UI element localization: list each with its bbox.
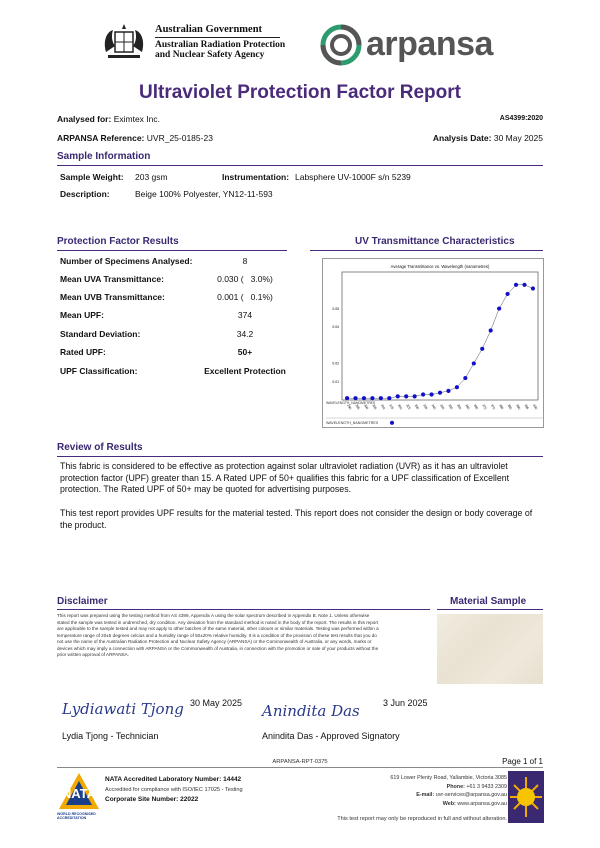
reference-value: UVR_25-0185-23 [146,133,213,143]
agency-line-2: and Nuclear Safety Agency [155,50,265,60]
chart-point [387,396,391,400]
result-value: 34.2 [236,329,254,339]
chart-legend-label: WAVELENGTH_NANOMETRES [326,421,379,425]
chart-point [413,394,417,398]
reference-label: ARPANSA Reference: [57,133,145,143]
uv-chart-svg [322,258,544,428]
result-label: Number of Specimens Analysed: [60,256,193,266]
nata-corporate-site: Corporate Site Number: 22022 [105,796,199,803]
chart-point [455,385,459,389]
phone-label: Phone: [446,783,465,790]
signatory-signature: Anindita Das [262,702,360,720]
disclaimer-text: This report was prepared using the testing method from AS 4399, Appendix A using the solar spectrum described in Appendix B. Note 1. Unless otherwise stated the sample was tested in undrenched, dry condition. Any deviation from the standard method is noted in the body of the report. The results in this report are applicable to the sample tested and may not apply to other batches of the same material, other colours or similar materials. Testing was performed within a temperature range of 20±5 degrees celcius and a humidity range of 50±20% relative humidity. It is a condition of the provision of these test results that you do not use the name of the Australian Radiation Protection and Nuclear Safety Agency (ARPANSA) or the Commonwealth of Australia, or any words, marks or devices which may imply a connection with ARPANSA or the Commonwealth of Australia, in connection with the promotion or sale of your products without the prior written approval of ARPANSA. [57,613,379,657]
chart-point [497,306,501,310]
chart-point [370,396,374,400]
web-label: Web: [442,800,456,807]
page-title: Ultraviolet Protection Factor Report [139,82,461,103]
chart-title: Average Transmittance vs. Wavelength (nanometres) [390,264,490,269]
chart-y-tick: 0.05 [332,306,339,311]
instrumentation-label: Instrumentation: [222,172,290,182]
chart-x-tick: 360 [464,403,471,411]
chart-point [404,394,408,398]
email-link[interactable]: uvr-services@arpansa.gov.au [435,792,507,799]
disclaimer-rule [57,609,430,610]
chart-x-tick: 315 [388,403,395,411]
result-label: Rated UPF: [60,347,106,357]
government-crest-icon [98,22,150,64]
chart-x-tick: 340 [430,403,437,411]
page-number: Page 1 of 1 [502,757,543,766]
result-value: 8 [242,256,248,266]
arpansa-logo-icon [318,22,364,68]
footer-rule [57,767,543,768]
chart-y-tick: 0.02 [332,361,339,366]
web-link[interactable]: www.arpansa.gov.au [457,800,507,807]
chart-point [345,396,349,400]
gov-title: Australian Government [155,24,263,35]
chart-x-tick: 350 [447,403,454,411]
chart-x-tick: 370 [481,403,488,411]
analysis-date-label: Analysis Date: [432,133,492,143]
address: 619 Lower Plenty Road, Yallambie, Victoria 3085 [390,775,507,781]
standard-code: AS4399:2020 [499,115,543,122]
sun-seal-icon [508,771,544,823]
chart-x-tick: 345 [439,403,446,411]
chart-x-tick: 365 [472,403,480,411]
material-sample-rule [437,609,543,610]
chart-point [531,286,535,290]
chart-x-tick: 335 [422,403,429,411]
chart-x-tick: 375 [489,403,496,411]
description-label: Description: [60,189,110,199]
technician-name: Lydia Tjong - Technician [62,731,159,741]
chart-x-tick: 390 [515,403,522,411]
result-value: Excellent Protection [204,366,286,376]
chart-point [353,396,357,400]
chart-x-tick: 295 [354,403,361,411]
description-value: Beige 100% Polyester, YN12-11-593 [135,189,273,199]
sample-info-heading: Sample Information [57,151,151,162]
analysed-value: Eximtex Inc. [113,114,160,124]
material-sample-image [437,614,543,684]
chart-point [396,394,400,398]
chart-x-tick: 385 [506,403,513,411]
chart-x-tick: 290 [346,403,353,411]
result-value: 374 [237,310,253,320]
protection-rule [57,250,287,251]
analysis-date-value: 30 May 2025 [493,133,543,143]
result-value: 0.001 ( 0.1%) [217,292,273,302]
agency-line-1: Australian Radiation Protection [155,40,286,50]
nata-accreditation-number: NATA Accredited Laboratory Number: 14442 [105,776,242,783]
chart-point [514,283,518,287]
chart-point [362,396,366,400]
nata-sub-2: ACCREDITATION [57,816,87,821]
result-value: 50+ [237,347,253,357]
chart-x-tick: 330 [413,403,420,411]
technician-sign-date: 30 May 2025 [190,698,243,708]
chart-point [421,392,425,396]
result-label: Mean UVA Transmittance: [60,274,164,284]
chart-x-tick: 320 [396,403,404,411]
chart-x-tick: 395 [523,403,530,411]
chart-legend-marker [390,421,394,425]
disclaimer-heading: Disclaimer [57,596,108,607]
chart-point [472,361,476,365]
nata-compliance: Accredited for compliance with ISO/IEC 17025 - Testing [105,787,243,793]
email-label: E-mail: [416,792,435,799]
document-id: ARPANSA-RPT-0375 [272,759,328,765]
chart-point [522,283,526,287]
result-label: Mean UVB Transmittance: [60,292,165,302]
chart-point [505,292,509,296]
sample-weight-value: 203 gsm [135,172,168,182]
review-paragraph-2: This test report provides UPF results for the material tested. This report does not consider the design or body coverage of the product. [60,508,533,530]
chart-point [438,391,442,395]
chart-point [429,392,433,396]
uv-heading: UV Transmittance Characteristics [355,236,515,247]
sample-weight-label: Sample Weight: [60,172,124,182]
instrumentation-value: Labsphere UV-1000F s/n 5239 [295,172,411,182]
chart-x-tick: 310 [379,403,387,411]
analysed-label: Analysed for: [57,114,112,124]
nata-sub-1: WORLD RECOGNISED [57,812,96,816]
review-heading: Review of Results [57,442,143,453]
chart-x-tick: 380 [498,403,505,411]
phone: +61 3 9433 2309 [466,783,507,790]
chart-x-axis-label: WAVELENGTH_NANOMETRES [326,401,376,405]
chart-x-tick: 400 [532,403,539,411]
result-label: Mean UPF: [60,310,104,320]
review-rule [57,456,543,457]
signatory-name: Anindita Das - Approved Signatory [262,731,400,741]
chart-point [489,328,493,332]
sample-info-rule [57,165,543,166]
chart-x-tick: 355 [456,403,463,411]
chart-point [480,347,484,351]
result-label: Standard Deviation: [60,329,141,339]
result-value: 0.030 ( 3.0%) [217,274,273,284]
uv-rule [310,250,543,251]
reproduction-note: This test report may only be reproduced in full and without alteration. [337,816,507,822]
nata-logo-text: NATA [61,786,97,801]
uv-chart [322,258,544,428]
chart-point [379,396,383,400]
chart-point [446,389,450,393]
signatory-sign-date: 3 Jun 2025 [383,698,428,708]
gov-divider [155,37,280,38]
review-paragraph-1: This fabric is considered to be effective as protection against solar ultraviolet radiation (UVR) as it has an ultraviolet protection factor (UPF) greater than 15. A Rated UPF of 50+ qualifies this fabric for a UPF classification of Excellent protection. The Rated UPF of 50+ may be quoted for advertising purposes. [60,461,510,494]
chart-point [463,376,467,380]
result-label: UPF Classification: [60,366,138,376]
material-sample-heading: Material Sample [450,596,527,607]
technician-signature: Lydiawati Tjong [62,700,184,718]
protection-heading: Protection Factor Results [57,236,179,247]
arpansa-wordmark: arpansa [366,25,493,63]
chart-x-tick: 325 [405,403,412,411]
chart-y-tick: 0.04 [332,325,339,330]
chart-x-tick: 300 [363,403,370,411]
chart-x-tick: 305 [371,403,378,411]
chart-y-tick: 0.01 [332,379,339,384]
